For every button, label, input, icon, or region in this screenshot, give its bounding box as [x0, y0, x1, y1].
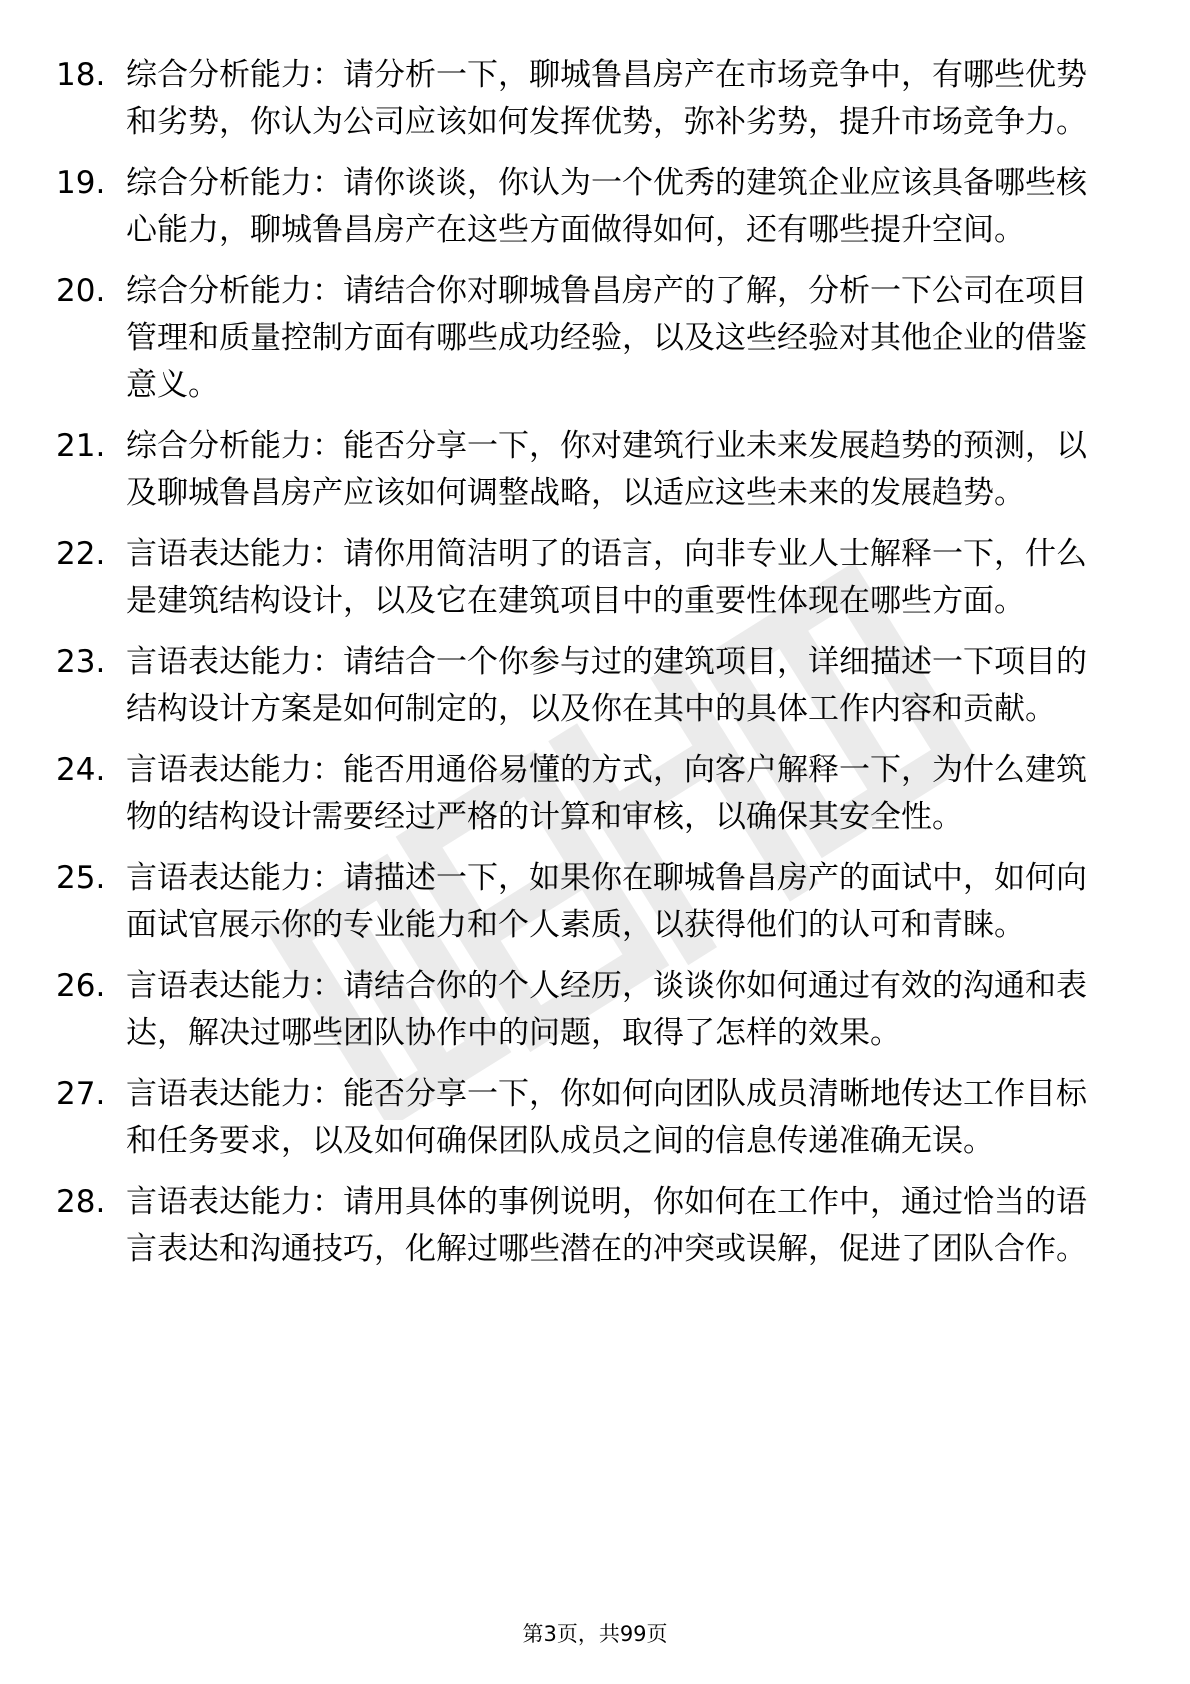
- page-indicator: 第3页，共99页: [522, 1622, 668, 1646]
- question-number: 18.: [56, 57, 106, 93]
- question-text: 综合分析能力：能否分享一下，你对建筑行业未来发展趋势的预测，以及聊城鲁昌房产应该如何调整战略，以适应这些未来的发展趋势。: [126, 428, 1087, 511]
- question-list: [56, 52, 1106, 1287]
- question-number: 24.: [56, 752, 106, 788]
- question-item: [56, 531, 1106, 625]
- question-item: [56, 963, 1106, 1057]
- question-number: 19.: [56, 165, 106, 201]
- question-number: 25.: [56, 860, 106, 896]
- question-text: 言语表达能力：请你用简洁明了的语言，向非专业人士解释一下，什么是建筑结构设计，以及它在建筑项目中的重要性体现在哪些方面。: [126, 536, 1087, 619]
- question-item: [56, 1179, 1106, 1273]
- question-text: 言语表达能力：请描述一下，如果你在聊城鲁昌房产的面试中，如何向面试官展示你的专业能力和个人素质，以获得他们的认可和青睐。: [126, 860, 1087, 943]
- question-text: 言语表达能力：请结合一个你参与过的建筑项目，详细描述一下项目的结构设计方案是如何制定的，以及你在其中的具体工作内容和贡献。: [126, 644, 1087, 727]
- question-number: 23.: [56, 644, 106, 680]
- question-item: [56, 639, 1106, 733]
- question-text: 综合分析能力：请结合你对聊城鲁昌房产的了解，分析一下公司在项目管理和质量控制方面有哪些成功经验，以及这些经验对其他企业的借鉴意义。: [126, 273, 1087, 403]
- question-text: 综合分析能力：请你谈谈，你认为一个优秀的建筑企业应该具备哪些核心能力，聊城鲁昌房产在这些方面做得如何，还有哪些提升空间。: [126, 165, 1087, 248]
- question-text: 言语表达能力：请结合你的个人经历，谈谈你如何通过有效的沟通和表达，解决过哪些团队协作中的问题，取得了怎样的效果。: [126, 968, 1087, 1051]
- question-item: [56, 268, 1106, 409]
- question-item: [56, 160, 1106, 254]
- question-number: 20.: [56, 273, 106, 309]
- question-item: [56, 1071, 1106, 1165]
- question-item: [56, 423, 1106, 517]
- question-text: 言语表达能力：能否分享一下，你如何向团队成员清晰地传达工作目标和任务要求，以及如何确保团队成员之间的信息传递准确无误。: [126, 1076, 1087, 1159]
- question-number: 26.: [56, 968, 106, 1004]
- question-number: 22.: [56, 536, 106, 572]
- question-number: 21.: [56, 428, 106, 464]
- question-text: 言语表达能力：能否用通俗易懂的方式，向客户解释一下，为什么建筑物的结构设计需要经过严格的计算和审核，以确保其安全性。: [126, 752, 1087, 835]
- question-item: [56, 747, 1106, 841]
- question-item: [56, 855, 1106, 949]
- question-number: 28.: [56, 1184, 106, 1220]
- question-number: 27.: [56, 1076, 106, 1112]
- question-text: 言语表达能力：请用具体的事例说明，你如何在工作中，通过恰当的语言表达和沟通技巧，化解过哪些潜在的冲突或误解，促进了团队合作。: [126, 1184, 1087, 1267]
- question-text: 综合分析能力：请分析一下，聊城鲁昌房产在市场竞争中，有哪些优势和劣势，你认为公司应该如何发挥优势，弥补劣势，提升市场竞争力。: [126, 57, 1087, 140]
- question-item: [56, 52, 1106, 146]
